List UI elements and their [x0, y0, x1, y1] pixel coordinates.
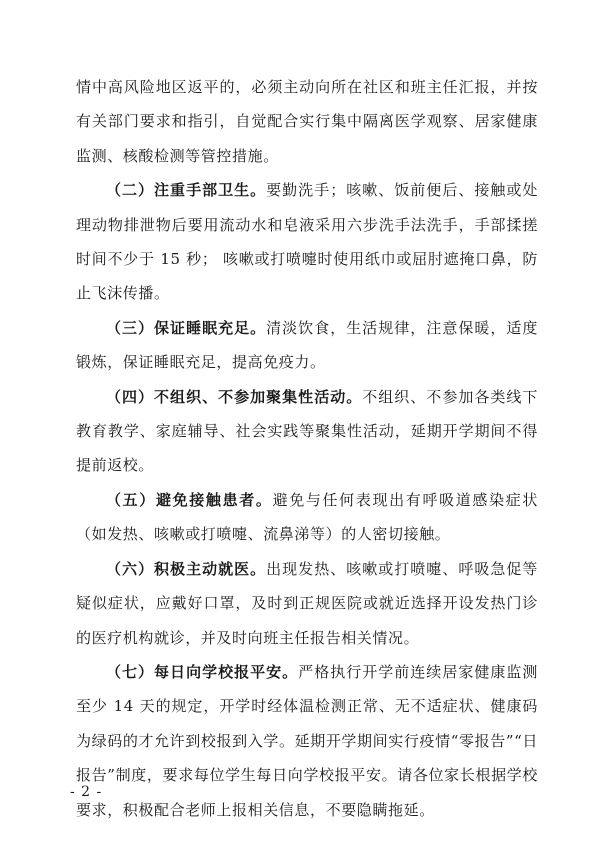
section-heading: （四）不组织、不参加聚集性活动。	[106, 387, 363, 406]
paragraph-daily-report	[76, 655, 538, 827]
paragraph-gatherings	[76, 380, 538, 483]
section-heading: （三）保证睡眠充足。	[106, 318, 267, 337]
paragraph-text: 避免与任何表现出有呼吸道感染症状（如发热、咳嗽或打喷嚏、流鼻涕等）的人密切接触。	[76, 490, 538, 544]
paragraph-text: 严格执行开学前连续居家健康监测至少 14 天的规定，开学时经体温检测正常、无不适症状、健康码为绿码的才允许到校报到入学。延期开学期间实行疫情“零报告”“日报告”制度，要求每位学生每日向学校报平安。请各位家长根据学校要求，积极配合老师上报相关信息，不要隐瞒拖延。	[76, 662, 538, 819]
paragraph-text: 清淡饮食，生活规律，注意保暖，适度锻炼，保证睡眠充足，提高免疫力。	[76, 318, 538, 372]
paragraph-text: 不组织、不参加各类线下教育教学、家庭辅导、社会实践等聚集性活动，延期开学期间不得提前返校。	[76, 387, 538, 475]
paragraph-continuation	[76, 70, 538, 173]
paragraph-text: 要勤洗手；咳嗽、饭前便后、接触或处理动物排泄物后要用流动水和皂液采用六步洗手法洗手，手部揉搓时间不少于 15 秒； 咳嗽或打喷嚏时使用纸巾或屈肘遮掩口鼻，防止飞沫传播。	[76, 181, 538, 303]
paragraph-text: 情中高风险地区返平的，必须主动向所在社区和班主任汇报，并按有关部门要求和指引，自觉配合实行集中隔离医学观察、居家健康监测、核酸检测等管控措施。	[76, 78, 538, 165]
paragraph-avoid-contact	[76, 483, 538, 552]
section-heading: （五）避免接触患者。	[106, 490, 273, 509]
section-heading: （六）积极主动就医。	[106, 559, 267, 578]
paragraph-seek-medical	[76, 552, 538, 655]
paragraph-sleep	[76, 311, 538, 380]
section-heading: （七）每日向学校报平安。	[106, 662, 299, 681]
page-number: - 2 -	[70, 784, 103, 800]
paragraph-text: 出现发热、咳嗽或打喷嚏、呼吸急促等疑似症状，应戴好口罩，及时到正规医院或就近选择开设发热门诊的医疗机构就诊，并及时向班主任报告相关情况。	[76, 559, 538, 647]
document-body	[76, 70, 538, 827]
section-heading: （二）注重手部卫生。	[106, 181, 267, 200]
paragraph-hand-hygiene	[76, 173, 538, 311]
